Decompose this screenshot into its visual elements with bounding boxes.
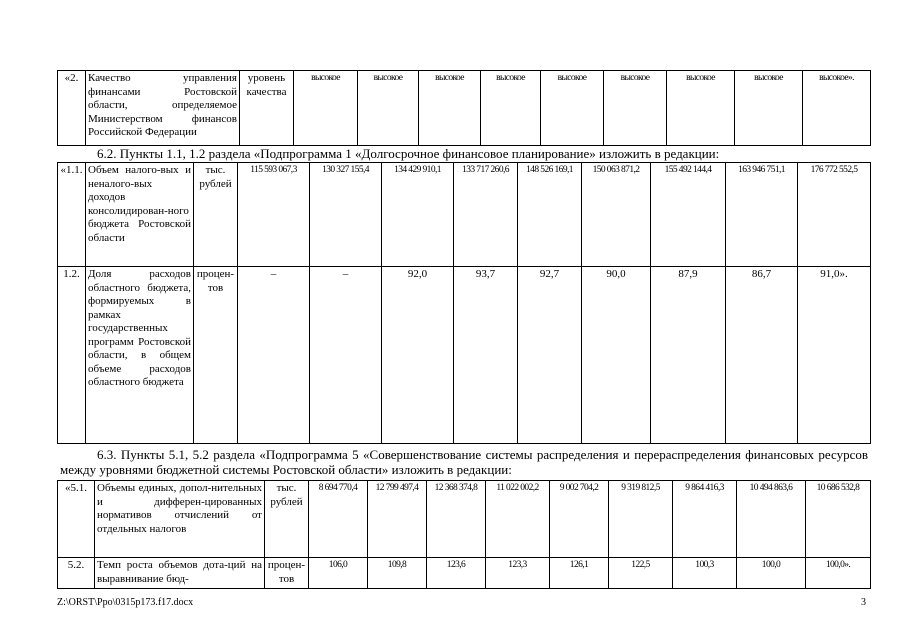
value-cell: 9 319 812,5	[609, 481, 673, 558]
unit-cell: процен-тов	[194, 267, 238, 444]
value-cell: 91,0».	[798, 267, 871, 444]
row-index: «2.	[58, 71, 86, 146]
value-cell: 9 864 416,3	[673, 481, 737, 558]
value-cell: 109,8	[368, 558, 427, 589]
row-index: 5.2.	[58, 558, 95, 589]
value-cell: 176 772 552,5	[798, 163, 871, 267]
unit-cell: уровень качества	[240, 71, 294, 146]
table-row	[58, 558, 871, 589]
row-index: «5.1.	[58, 481, 95, 558]
value-cell: высокое	[419, 71, 481, 146]
table-row	[58, 267, 871, 444]
unit-cell: тыс. рублей	[265, 481, 309, 558]
value-cell: высокое	[481, 71, 541, 146]
value-cell: высокое	[604, 71, 667, 146]
value-cell: 130 327 155,4	[310, 163, 382, 267]
footer-file-path: Z:\ORST\Ppo\0315p173.f17.docx	[57, 597, 194, 608]
value-cell: 10 686 532,8	[806, 481, 871, 558]
value-cell: 100,0».	[806, 558, 871, 589]
value-cell: 126,1	[550, 558, 609, 589]
table-item-2	[57, 70, 871, 146]
value-cell: 155 492 144,4	[651, 163, 726, 267]
row-index: «1.1.	[58, 163, 86, 267]
value-cell: 11 022 002,2	[486, 481, 550, 558]
unit-cell: тыс. рублей	[194, 163, 238, 267]
table-row	[58, 71, 871, 146]
value-cell: высокое	[358, 71, 419, 146]
indicator-name: Объемы единых, допол-нительных и дифферен-цированных нормативов отчислений от отдельных налогов	[95, 481, 265, 558]
indicator-name: Доля расходов областного бюджета, формируемых в рамках государственных программ Ростовской области, в общем объеме расходов областного бюджета	[86, 267, 194, 444]
value-cell: 12 799 497,4	[368, 481, 427, 558]
value-cell: 92,7	[518, 267, 582, 444]
table-row	[58, 481, 871, 558]
value-cell: –	[310, 267, 382, 444]
value-cell: 90,0	[582, 267, 651, 444]
value-cell: 12 368 374,8	[427, 481, 486, 558]
value-cell: 134 429 910,1	[382, 163, 454, 267]
value-cell: 123,6	[427, 558, 486, 589]
value-cell: 133 717 260,6	[454, 163, 518, 267]
section-heading-6-2: 6.2. Пункты 1.1, 1.2 раздела «Подпрограмма 1 «Долгосрочное финансовое планирование» изложить в редакции:	[97, 146, 720, 161]
row-index: 1.2.	[58, 267, 86, 444]
table-subprogram-1	[57, 162, 871, 444]
value-cell: 100,3	[673, 558, 737, 589]
value-cell: 87,9	[651, 267, 726, 444]
value-cell: 86,7	[726, 267, 798, 444]
indicator-name: Темп роста объемов дота-ций на выравнивание бюд-	[95, 558, 265, 589]
value-cell: высокое	[541, 71, 604, 146]
table-row	[58, 163, 871, 267]
value-cell: –	[238, 267, 310, 444]
value-cell: 100,0	[737, 558, 806, 589]
value-cell: высокое	[735, 71, 803, 146]
value-cell: 8 694 770,4	[309, 481, 368, 558]
value-cell: 148 526 169,1	[518, 163, 582, 267]
value-cell: 10 494 863,6	[737, 481, 806, 558]
value-cell: 9 002 704,2	[550, 481, 609, 558]
unit-cell: процен-тов	[265, 558, 309, 589]
value-cell: 122,5	[609, 558, 673, 589]
footer-page-number: 3	[861, 597, 866, 608]
value-cell: 115 593 067,3	[238, 163, 310, 267]
value-cell: 93,7	[454, 267, 518, 444]
indicator-name: Качество управления финансами Ростовской области, определяемое Министерством финансов Российской Федерации	[86, 71, 240, 146]
value-cell: 106,0	[309, 558, 368, 589]
value-cell: высокое».	[803, 71, 871, 146]
value-cell: высокое	[294, 71, 358, 146]
value-cell: 123,3	[486, 558, 550, 589]
table-subprogram-5	[57, 480, 871, 589]
indicator-name: Объем налого-вых и неналого-вых доходов консолидирован-ного бюджета Ростовской области	[86, 163, 194, 267]
value-cell: 150 063 871,2	[582, 163, 651, 267]
section-heading-6-3: 6.3. Пункты 5.1, 5.2 раздела «Подпрограмма 5 «Совершенствование системы распределения и перераспределения финансовых ресурсов между уровнями бюджетной системы Ростовской области» изложить в редакции:	[60, 447, 868, 477]
value-cell: высокое	[667, 71, 735, 146]
value-cell: 163 946 751,1	[726, 163, 798, 267]
value-cell: 92,0	[382, 267, 454, 444]
